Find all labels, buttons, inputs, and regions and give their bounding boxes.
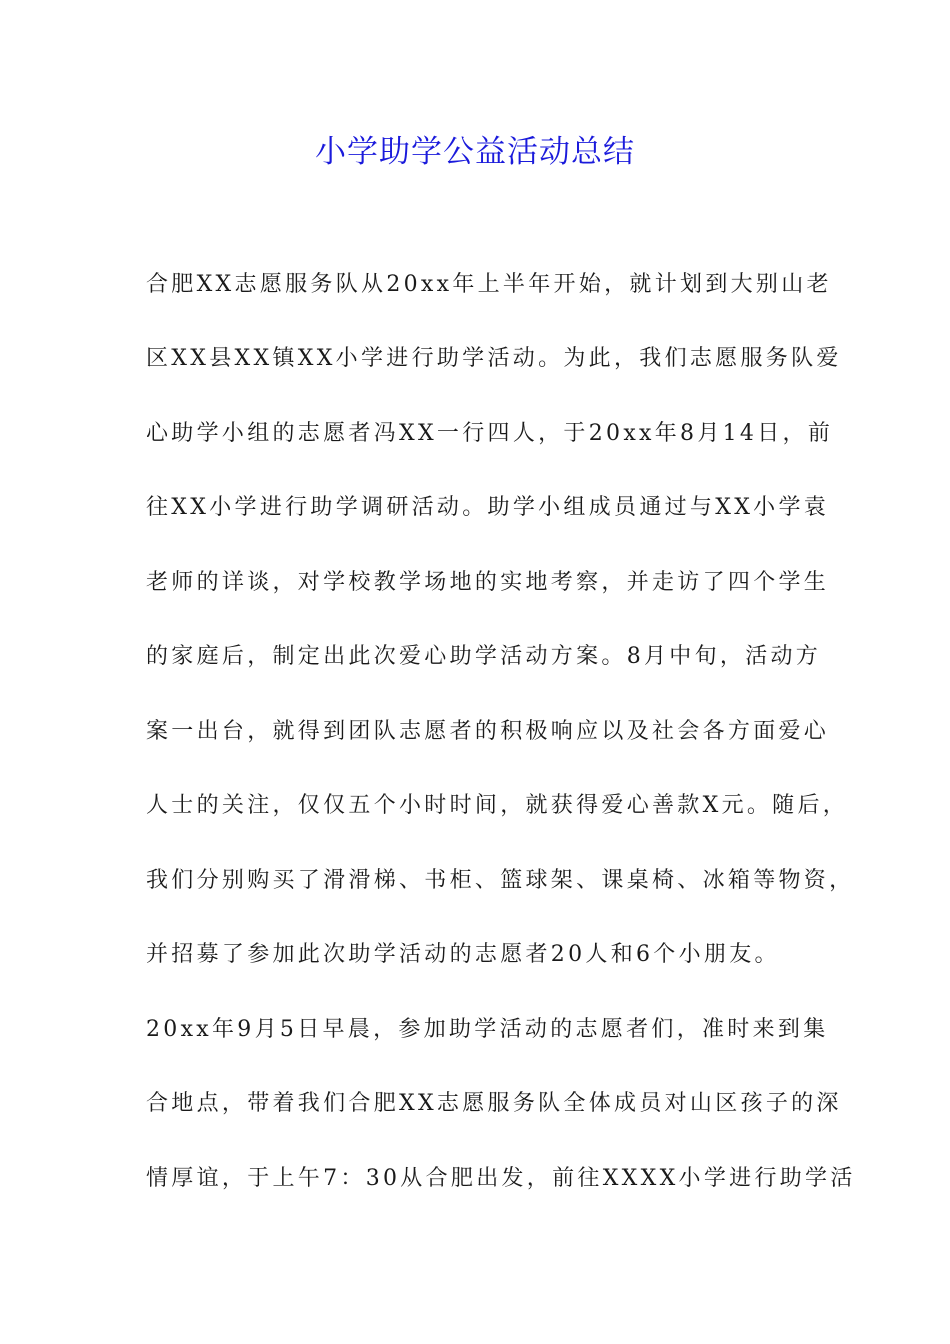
body-line-11: 20xx年9月5日早晨，参加助学活动的志愿者们，准时来到集 (146, 1017, 829, 1042)
body-line-2: 区XX县XX镇XX小学进行助学活动。为此，我们志愿服务队爱 (146, 346, 842, 371)
body-line-8: 人士的关注，仅仅五个小时时间，就获得爱心善款X元。随后， (146, 793, 849, 818)
body-line-7: 案一出台，就得到团队志愿者的积极响应以及社会各方面爱心 (146, 719, 830, 744)
body-line-5: 老师的详谈，对学校教学场地的实地考察，并走访了四个学生 (146, 570, 830, 595)
body-line-12: 合地点，带着我们合肥XX志愿服务队全体成员对山区孩子的深 (146, 1091, 842, 1116)
body-line-3: 心助学小组的志愿者冯XX一行四人，于20xx年8月14日，前 (146, 421, 834, 446)
body-line-4: 往XX小学进行助学调研活动。助学小组成员通过与XX小学袁 (146, 495, 830, 520)
body-line-10: 并招募了参加此次助学活动的志愿者20人和6个小朋友。 (146, 942, 780, 967)
document-title: 小学助学公益活动总结 (315, 134, 635, 170)
body-line-1: 合肥XX志愿服务队从20xx年上半年开始，就计划到大别山老 (146, 272, 832, 297)
body-line-13: 情厚谊，于上午7：30从合肥出发，前往XXXX小学进行助学活 (146, 1166, 856, 1191)
body-line-9: 我们分别购买了滑滑梯、书柜、篮球架、课桌椅、冰箱等物资， (146, 868, 855, 893)
body-line-6: 的家庭后，制定出此次爱心助学活动方案。8月中旬，活动方 (146, 644, 822, 669)
